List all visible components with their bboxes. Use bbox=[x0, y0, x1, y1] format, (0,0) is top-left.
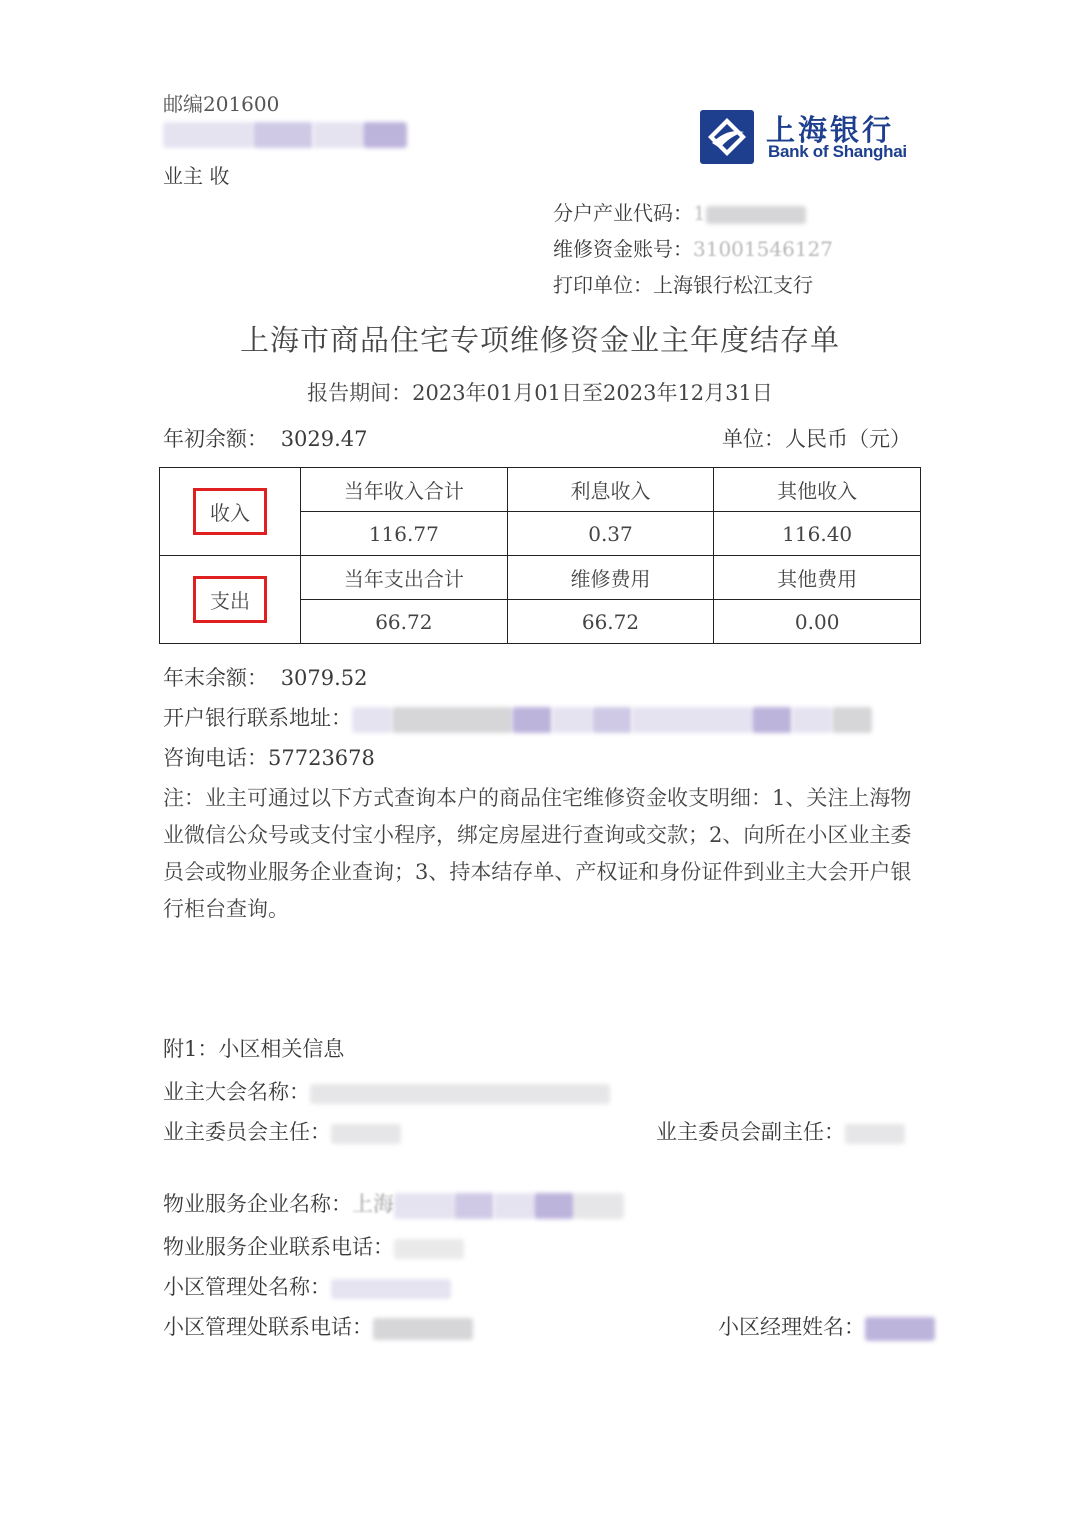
assembly-name-label: 业主大会名称： bbox=[163, 1080, 310, 1104]
income-category-label: 收入 bbox=[193, 488, 267, 535]
closing-balance-label: 年末余额： bbox=[163, 666, 268, 690]
fund-account-row bbox=[553, 233, 833, 262]
committee-chair-label: 业主委员会主任： bbox=[163, 1120, 331, 1144]
income-header-row bbox=[160, 468, 921, 512]
expense-total-value: 66.72 bbox=[301, 600, 508, 644]
bank-name-cn: 上海银行 bbox=[766, 113, 895, 147]
property-phone-label: 物业服务企业联系电话： bbox=[163, 1235, 394, 1259]
property-company-label: 物业服务企业名称： bbox=[163, 1192, 352, 1216]
postcode: 邮编201600 bbox=[163, 92, 280, 116]
note-paragraph: 注：业主可通过以下方式查询本户的商品住宅维修资金收支明细：1、关注上海物业微信公众号或支付宝小程序，绑定房屋进行查询或交款；2、向所在小区业主委员会或物业服务企业查询；3、持本结存单、产权证和身份证件到业主大会开户银行柜台查询。 bbox=[163, 786, 912, 921]
redacted-recipient-address bbox=[163, 122, 407, 148]
income-other-value: 116.40 bbox=[714, 512, 921, 556]
income-header-other: 其他收入 bbox=[714, 468, 921, 512]
bank-logo-icon bbox=[700, 110, 754, 164]
opening-balance-value: 3029.47 bbox=[280, 427, 368, 451]
consult-phone: 咨询电话：57723678 bbox=[163, 746, 375, 770]
closing-balance-value: 3079.52 bbox=[280, 666, 368, 690]
assembly-name-row bbox=[163, 1076, 610, 1106]
bank-logo bbox=[700, 108, 910, 168]
property-company-row bbox=[163, 1188, 624, 1219]
closing-balance bbox=[163, 662, 368, 692]
print-unit-label: 打印单位： bbox=[553, 273, 653, 297]
committee-vice-row bbox=[656, 1116, 905, 1146]
ledger-table bbox=[159, 467, 921, 644]
expense-header-total: 当年支出合计 bbox=[301, 556, 508, 600]
income-interest-value: 0.37 bbox=[507, 512, 714, 556]
split-code-value: 1 bbox=[693, 201, 706, 225]
expense-header-row bbox=[160, 556, 921, 600]
committee-vice-label: 业主委员会副主任： bbox=[656, 1120, 845, 1144]
bank-address-row bbox=[163, 702, 872, 733]
split-code-label: 分户产业代码： bbox=[553, 201, 693, 225]
expense-repair-value: 66.72 bbox=[507, 600, 714, 644]
fund-account-label: 维修资金账号： bbox=[553, 237, 693, 261]
report-period: 报告期间：2023年01月01日至2023年12月31日 bbox=[307, 381, 773, 405]
bank-address-label: 开户银行联系地址： bbox=[163, 706, 352, 730]
expense-header-other: 其他费用 bbox=[714, 556, 921, 600]
committee-chair-row bbox=[163, 1116, 401, 1146]
income-header-total: 当年收入合计 bbox=[301, 468, 508, 512]
office-phone-row bbox=[163, 1311, 473, 1341]
expense-category-cell bbox=[160, 556, 301, 644]
split-code-row bbox=[553, 197, 806, 226]
document-title: 上海市商品住宅专项维修资金业主年度结存单 bbox=[239, 323, 840, 357]
manager-row bbox=[718, 1311, 935, 1341]
print-unit-value: 上海银行松江支行 bbox=[653, 273, 813, 297]
office-name-label: 小区管理处名称： bbox=[163, 1275, 331, 1299]
office-phone-label: 小区管理处联系电话： bbox=[163, 1315, 373, 1339]
appendix-title: 附1：小区相关信息 bbox=[163, 1037, 345, 1061]
income-category-cell bbox=[160, 468, 301, 556]
fund-account-value: 31001546127 bbox=[693, 237, 833, 261]
opening-balance-label: 年初余额： bbox=[163, 427, 268, 451]
expense-category-label: 支出 bbox=[193, 576, 267, 623]
recipient-label: 业主 收 bbox=[163, 164, 230, 188]
expense-header-repair: 维修费用 bbox=[507, 556, 714, 600]
manager-label: 小区经理姓名： bbox=[718, 1315, 865, 1339]
opening-balance bbox=[163, 423, 368, 453]
income-total-value: 116.77 bbox=[301, 512, 508, 556]
print-unit-row bbox=[553, 269, 813, 298]
currency-unit: 单位：人民币（元） bbox=[722, 427, 911, 451]
income-header-interest: 利息收入 bbox=[507, 468, 714, 512]
office-name-row bbox=[163, 1271, 451, 1301]
property-phone-row bbox=[163, 1231, 464, 1261]
bank-name-en: Bank of Shanghai bbox=[768, 142, 907, 161]
expense-other-value: 0.00 bbox=[714, 600, 921, 644]
property-company-partial: 上海 bbox=[352, 1192, 394, 1216]
